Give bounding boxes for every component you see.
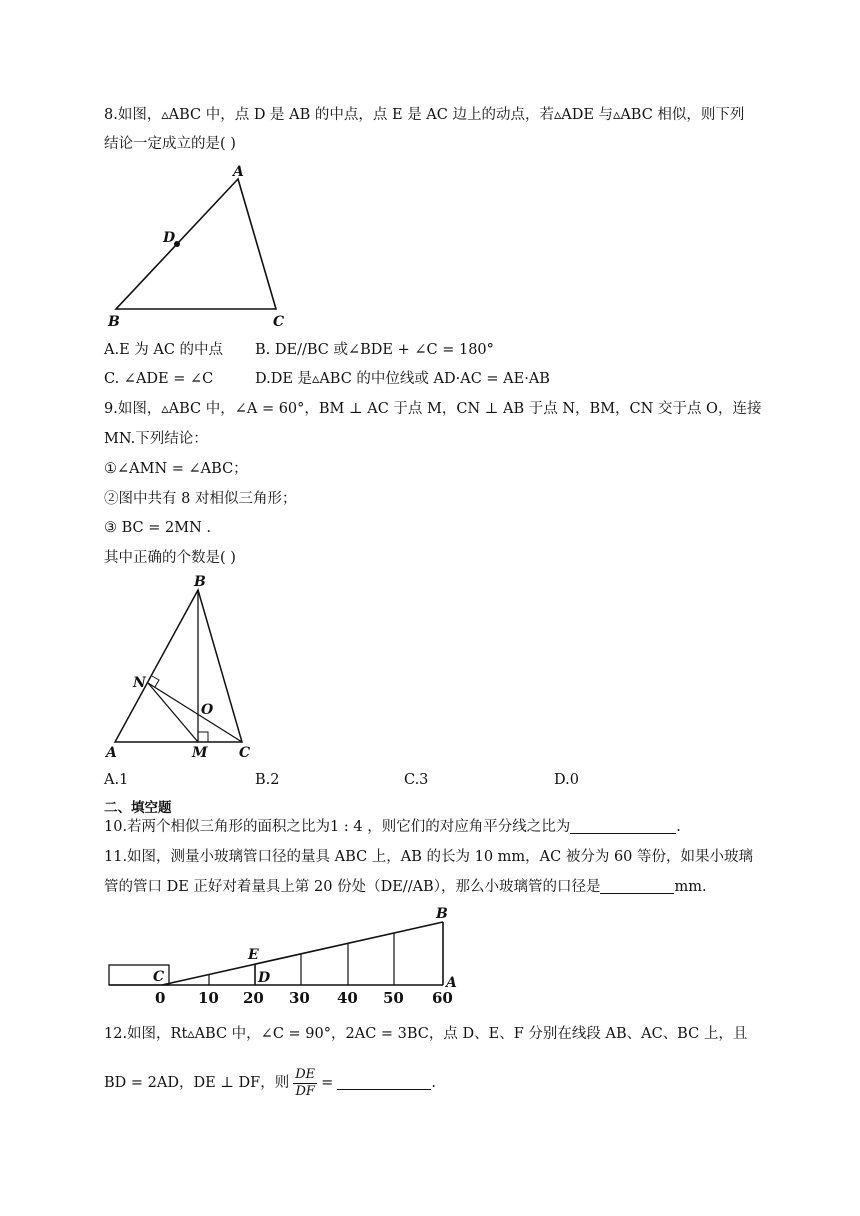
q10-stem: 10.若两个相似三角形的面积之比为1 : 4 ，则它们的对应角平分线之比为 — [104, 819, 571, 835]
q9-statement-1: ①∠AMN = ∠ABC； — [104, 461, 248, 477]
q11-label-d: D — [258, 970, 271, 986]
q12-answer-blank[interactable] — [337, 1073, 431, 1090]
q9-label-n: N — [133, 675, 146, 691]
q9-segment-mn — [148, 683, 198, 742]
q11-label-a: A — [446, 975, 457, 991]
q11-unit: mm. — [674, 879, 707, 895]
q11-segment-cb — [162, 922, 443, 985]
q9-right-angle-n — [152, 676, 159, 687]
q10-end: . — [676, 819, 681, 835]
q12-fraction — [293, 1067, 317, 1100]
q11-tick-20: 20 — [243, 989, 264, 1007]
q9-statement-2: ②图中共有 8 对相似三角形； — [104, 491, 297, 507]
q9-label-c: C — [239, 745, 251, 761]
section-title: 二、填空题 — [104, 800, 172, 816]
q8-option-a: A.E 为 AC 的中点 — [104, 342, 224, 358]
q8-label-b: B — [108, 314, 120, 330]
q11-line1: 11.如图，测量小玻璃管口径的量具 ABC 上，AB 的长为 10 mm，AC 被分为 60 等份，如果小玻璃 — [104, 849, 754, 865]
q10-answer-blank[interactable] — [570, 817, 676, 834]
q8-label-c: C — [273, 314, 285, 330]
q9-statement-3: ③ BC = 2MN . — [104, 520, 211, 536]
q8-label-d: D — [163, 230, 176, 246]
q11-tick-0: 0 — [155, 989, 166, 1007]
q9-label-o: O — [201, 702, 214, 718]
q9-option-c: C.3 — [404, 772, 429, 788]
q8-option-c: C. ∠ADE = ∠C — [104, 371, 214, 387]
q12-end: . — [431, 1075, 436, 1091]
q12-stem: BD = 2AD，DE ⊥ DF，则 — [104, 1075, 290, 1091]
q9-stem-line1: 9.如图，▵ABC 中，∠A = 60°，BM ⊥ AC 于点 M，CN ⊥ AB 于点 N，BM，CN 交于点 O，连接 — [104, 401, 762, 417]
q8-triangle-abc — [116, 179, 276, 309]
q8-option-d: D.DE 是▵ABC 的中位线或 AD·AC = AE·AB — [255, 371, 550, 387]
q11-tick-60: 60 — [432, 989, 453, 1007]
q12-equals: = — [321, 1075, 334, 1091]
q11-label-e: E — [248, 947, 259, 963]
q11-tick-30: 30 — [289, 989, 310, 1007]
q11-line2 — [104, 877, 707, 897]
q9-label-m: M — [192, 745, 208, 761]
q9-option-a: A.1 — [104, 772, 129, 788]
q9-option-b: B.2 — [255, 772, 280, 788]
q11-answer-blank[interactable] — [600, 877, 674, 894]
q9-triangle-figure — [100, 575, 270, 765]
q12-line1: 12.如图，Rt▵ABC 中，∠C = 90°，2AC = 3BC，点 D、E、F 分别在线段 AB、AC、BC 上，且 — [104, 1026, 748, 1042]
q9-label-a: A — [106, 745, 117, 761]
q11-label-b: B — [436, 906, 448, 922]
q9-option-d: D.0 — [554, 772, 579, 788]
q11-tick-10: 10 — [198, 989, 219, 1007]
q12-frac-num: DE — [295, 1066, 316, 1082]
q8-triangle-figure — [100, 160, 300, 335]
q12-frac-den: DF — [295, 1083, 315, 1099]
q8-stem-line2: 结论一定成立的是( ) — [104, 136, 236, 152]
q11-stem: 管的管口 DE 正好对着量具上第 20 份处（DE//AB），那么小玻璃管的口径是 — [104, 879, 601, 895]
q12-line2 — [104, 1066, 436, 1100]
q9-question: 其中正确的个数是( ) — [104, 550, 236, 566]
q11-tick-50: 50 — [383, 989, 404, 1007]
q8-label-a: A — [233, 164, 244, 180]
q11-tick-40: 40 — [337, 989, 358, 1007]
q10-text — [104, 817, 681, 837]
q9-label-b: B — [194, 574, 206, 590]
q11-gauge-figure — [100, 900, 470, 1010]
q9-stem-line2: MN.下列结论： — [104, 431, 208, 447]
q9-right-angle-m — [198, 732, 208, 742]
q11-label-c: C — [153, 969, 165, 985]
q8-stem-line1: 8.如图，▵ABC 中，点 D 是 AB 的中点，点 E 是 AC 边上的动点，若▵ADE 与▵ABC 相似，则下列 — [104, 107, 745, 123]
q8-option-b: B. DE//BC 或∠BDE + ∠C = 180° — [255, 342, 494, 358]
